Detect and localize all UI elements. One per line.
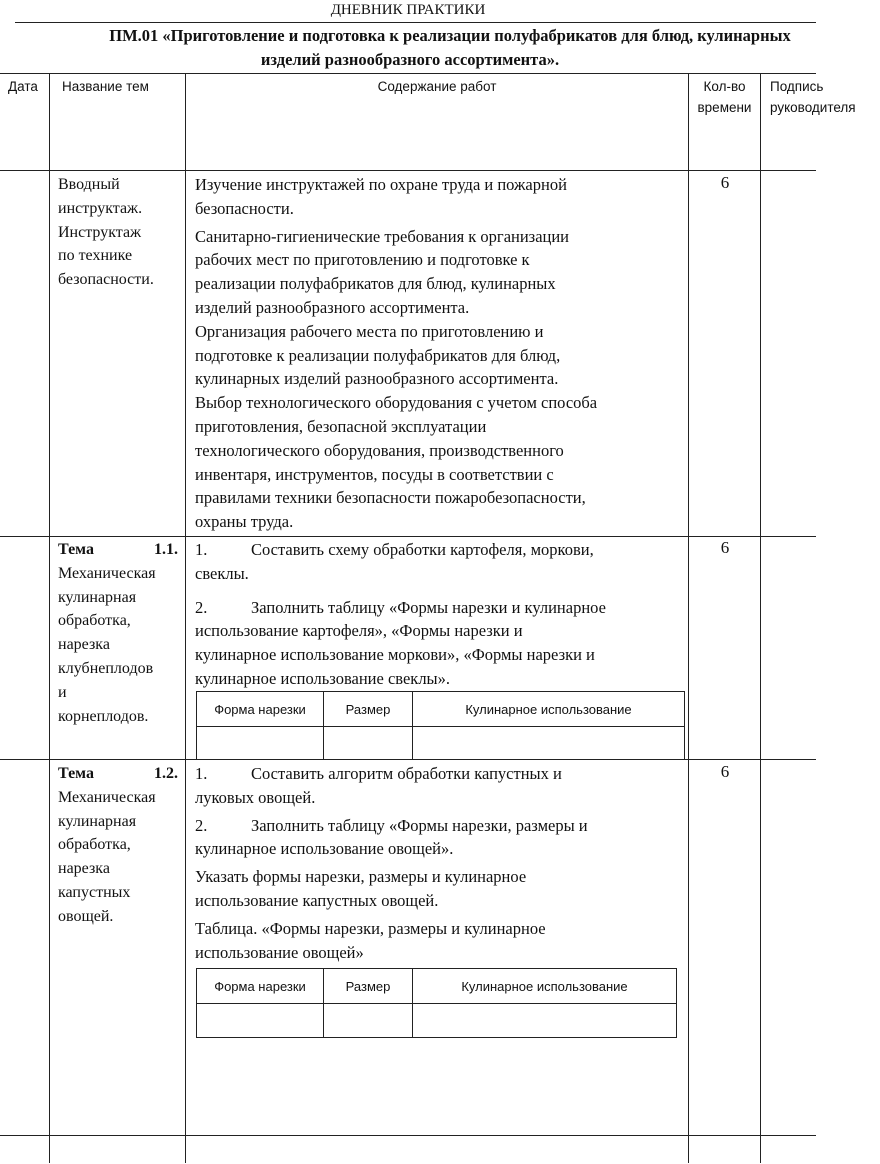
row-3-content-line: кулинарное использование овощей». — [195, 839, 454, 859]
row-2-content-line: кулинарное использование моркови», «Формы нарезки и — [195, 645, 595, 665]
row-2-topic-heading — [58, 538, 178, 562]
row-2-hours: 6 — [720, 538, 730, 557]
row-1-content-line: инвентаря, инструментов, посуды в соответствии с — [195, 464, 554, 484]
row-3-content-line: использование овощей» — [195, 942, 364, 962]
row-2-item-2-text: Заполнить таблицу «Формы нарезки и кулинарное — [251, 597, 606, 617]
cut-table-header-size: Размер — [324, 692, 413, 727]
row-2-topic-line: и — [58, 683, 67, 701]
row-1-hours: 6 — [720, 173, 730, 192]
row-1-content-line: правилами техники безопасности пожаробезопасности, — [195, 488, 586, 508]
row-2-topic-number: 1.1. — [154, 541, 178, 558]
header-signature-line-1: Подпись — [770, 79, 824, 94]
cut-table-cell — [197, 1004, 324, 1038]
row-2-topic-line: Механическая — [58, 564, 156, 582]
col-divider-topic — [185, 73, 186, 1163]
title-divider — [15, 22, 816, 23]
row-2-topic-line: корнеплодов. — [58, 707, 149, 725]
cut-table-cell — [413, 1004, 677, 1038]
row-2-topic-line: клубнеплодов — [58, 659, 154, 677]
row-2-item-1 — [195, 538, 685, 562]
header-signature-line-2: руководителя — [770, 100, 856, 115]
row-1-topic-line: инструктаж. — [58, 199, 143, 217]
row-1-bottom-border — [0, 536, 816, 537]
cut-table-header-usage: Кулинарное использование — [413, 692, 685, 727]
table-top-border — [0, 73, 816, 74]
row-2-content-line: кулинарное использование свеклы». — [195, 668, 451, 688]
row-1-topic-line: безопасности. — [58, 271, 154, 289]
row-3-bottom-border — [0, 1135, 816, 1136]
row-1-content-line: безопасности. — [195, 198, 294, 218]
row-3-item-1-number: 1. — [195, 764, 208, 783]
row-2-topic-label: Тема — [58, 541, 94, 558]
module-title — [20, 24, 880, 72]
row-2-topic — [58, 538, 178, 728]
row-1-topic-line: Инструктаж — [58, 223, 142, 241]
document-title: ДНЕВНИК ПРАКТИКИ — [330, 2, 486, 18]
row-3-topic-line: Механическая — [58, 788, 156, 806]
row-2-item-1-number: 1. — [195, 540, 208, 559]
row-3-topic-label: Тема — [58, 765, 94, 782]
row-3-topic-heading — [58, 762, 178, 786]
row-3-item-2-number: 2. — [195, 815, 208, 835]
row-1-content-line: подготовке к реализации полуфабрикатов для блюд, — [195, 345, 561, 365]
header-topic: Название тем — [62, 79, 149, 94]
row-2-cut-table — [196, 691, 685, 760]
row-1-topic — [58, 173, 182, 292]
cut-table-cell — [324, 1004, 413, 1038]
row-3-topic-line: кулинарная — [58, 812, 137, 830]
row-1-content-line: Организация рабочего места по приготовлению и — [195, 321, 544, 341]
row-3-topic-line: нарезка — [58, 860, 110, 878]
row-3-content — [195, 762, 685, 964]
row-2-item-2 — [195, 596, 685, 620]
cut-table-cell — [413, 727, 685, 760]
row-1-topic-line: Вводный — [58, 176, 120, 193]
cut-table-cell — [324, 727, 413, 760]
row-1-content-line: рабочих мест по приготовлению и подготовке к — [195, 250, 530, 270]
row-1-content-line: изделий разнообразного ассортимента. — [195, 297, 470, 317]
row-1-content-line: кулинарных изделий разнообразного ассортимента. — [195, 369, 559, 389]
col-divider-hours — [760, 73, 761, 1163]
row-3-topic-line: овощей. — [58, 907, 114, 925]
header-signature — [770, 76, 856, 118]
row-2-topic-line: кулинарная — [58, 588, 137, 606]
header-bottom-border — [0, 170, 816, 171]
row-1-content-line: реализации полуфабрикатов для блюд, кулинарных — [195, 274, 556, 294]
row-3-hours: 6 — [720, 762, 730, 781]
cut-table-header-form: Форма нарезки — [197, 692, 324, 727]
module-title-line-1: ПМ.01 «Приготовление и подготовка к реализации полуфабрикатов для блюд, кулинарных — [109, 26, 791, 45]
row-3-topic — [58, 762, 178, 929]
row-1-content-line: охраны труда. — [195, 512, 294, 532]
row-3-content-line: использование капустных овощей. — [195, 890, 439, 910]
row-3-item-1-text: Составить алгоритм обработки капустных и — [251, 764, 562, 783]
header-date: Дата — [8, 79, 38, 94]
row-3-content-line: Таблица. «Формы нарезки, размеры и кулинарное — [195, 918, 546, 938]
row-3-item-2 — [195, 814, 685, 838]
row-3-item-1 — [195, 762, 685, 786]
cut-table-header-size: Размер — [324, 969, 413, 1004]
cut-table-header-form: Форма нарезки — [197, 969, 324, 1004]
row-3-content-line: Указать формы нарезки, размеры и кулинарное — [195, 867, 527, 887]
row-3-item-2-text: Заполнить таблицу «Формы нарезки, размеры и — [251, 815, 588, 835]
header-hours-line-1: Кол-во — [703, 79, 746, 94]
header-hours-line-2: времени — [697, 100, 752, 115]
row-1-content-line: Выбор технологического оборудования с учетом способа — [195, 393, 598, 413]
row-2-content — [195, 538, 685, 691]
header-hours — [689, 76, 760, 118]
row-3-topic-line: капустных — [58, 883, 131, 901]
row-2-topic-line: обработка, — [58, 612, 131, 630]
row-1-content-line: Изучение инструктажей по охране труда и пожарной — [195, 175, 567, 194]
row-3-cut-table — [196, 968, 677, 1038]
cut-table-cell — [197, 727, 324, 760]
row-2-topic-line: нарезка — [58, 636, 110, 654]
module-title-line-2: изделий разнообразного ассортимента». — [260, 50, 560, 69]
row-2-item-1-text: Составить схему обработки картофеля, моркови, — [251, 540, 594, 559]
col-divider-date — [49, 73, 50, 1163]
row-2-content-line: свеклы. — [195, 563, 249, 583]
row-2-item-2-number: 2. — [195, 597, 208, 617]
row-1-topic-line: по технике — [58, 247, 133, 265]
header-content: Содержание работ — [377, 79, 497, 94]
col-divider-content — [688, 73, 689, 1163]
row-1-content — [195, 173, 685, 534]
row-3-topic-number: 1.2. — [154, 765, 178, 782]
row-3-content-line: луковых овощей. — [195, 787, 316, 807]
row-2-content-line: использование картофеля», «Формы нарезки и — [195, 621, 523, 641]
cut-table-header-usage: Кулинарное использование — [413, 969, 677, 1004]
row-3-topic-line: обработка, — [58, 836, 131, 854]
row-1-content-line: технологического оборудования, производственного — [195, 440, 564, 460]
row-1-content-line: Санитарно-гигиенические требования к организации — [195, 226, 570, 246]
row-1-content-line: приготовления, безопасной эксплуатации — [195, 416, 487, 436]
